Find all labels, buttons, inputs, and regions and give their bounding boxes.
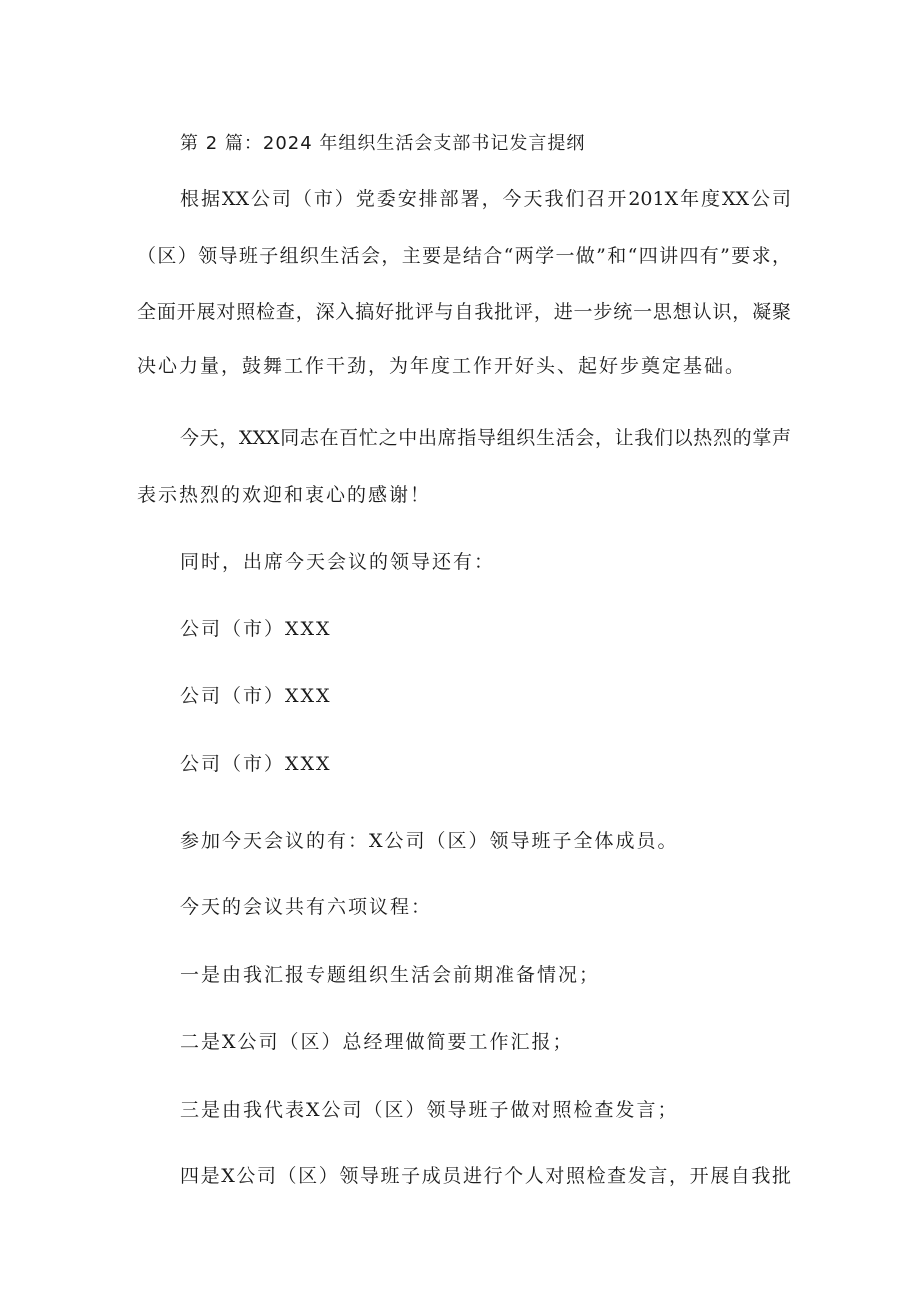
paragraph-line: 根据XX公司（市）党委安排部署，今天我们召开201X年度XX公司: [180, 188, 791, 210]
paragraph-line: 今天，XXX同志在百忙之中出席指导组织生活会，让我们以热烈的掌声: [180, 427, 791, 449]
leader-item: 公司（市）XXX: [180, 753, 332, 775]
agenda-item: 三是由我代表X公司（区）领导班子做对照检查发言；: [180, 1099, 679, 1121]
document-title: 第 2 篇：2024 年组织生活会支部书记发言提纲: [180, 133, 586, 154]
agenda-item: 二是X公司（区）总经理做简要工作汇报；: [180, 1031, 574, 1053]
paragraph-line: （区）领导班子组织生活会，主要是结合“两学一做”和“四讲四有”要求，: [137, 245, 791, 267]
paragraph-line: 表示热烈的欢迎和衷心的感谢！: [137, 484, 432, 506]
agenda-item: 一是由我汇报专题组织生活会前期准备情况；: [180, 964, 601, 986]
paragraph-line: 决心力量，鼓舞工作干劲，为年度工作开好头、起好步奠定基础。: [137, 355, 747, 377]
paragraph-line: 全面开展对照检查，深入搞好批评与自我批评，进一步统一思想认识，凝聚: [137, 301, 791, 323]
leader-item: 公司（市）XXX: [180, 685, 332, 707]
agenda-item: 四是X公司（区）领导班子成员进行个人对照检查发言，开展自我批: [180, 1165, 791, 1187]
attendees-line: 参加今天会议的有：X公司（区）领导班子全体成员。: [180, 830, 679, 852]
leaders-intro: 同时，出席今天会议的领导还有：: [180, 551, 496, 573]
leader-item: 公司（市）XXX: [180, 618, 332, 640]
agenda-intro: 今天的会议共有六项议程：: [180, 896, 433, 918]
